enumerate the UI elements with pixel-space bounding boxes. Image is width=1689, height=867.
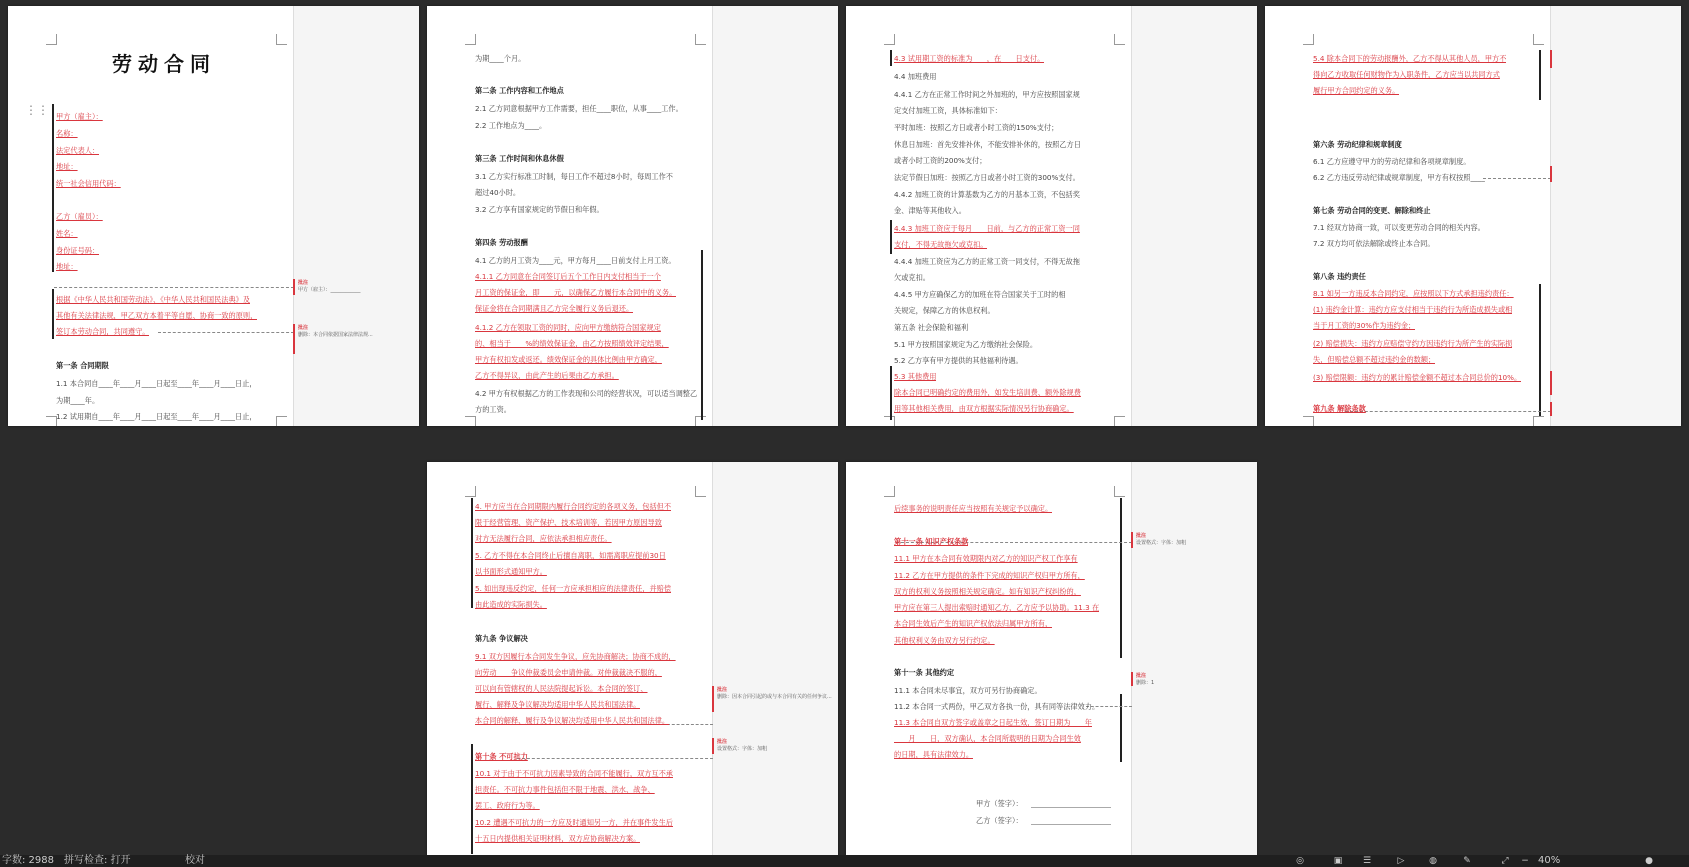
document-page-1[interactable] [8,6,419,426]
zoom-level[interactable]: 40% [1538,855,1561,866]
document-page-6[interactable] [846,462,1257,857]
text-line[interactable]: 用等其他相关费用，由双方根据实际情况另行协商确定。 [894,404,1074,413]
text-line[interactable]: 身份证号码： [56,246,100,255]
drag-handle-icon[interactable]: ⋮⋮ [25,103,49,117]
text-line[interactable]: 超过40小时。 [475,188,521,197]
comment-marker [293,279,295,295]
crop-mark [46,34,57,45]
text-line[interactable]: 后续事务的说明责任应当按照有关规定予以确定。 [894,504,1053,513]
comment-text: 甲方（雇主）：____________ [298,287,361,293]
text-line[interactable]: 限于经营管理、资产保护、技术培训等，若因甲方原因导致 [475,518,662,527]
text-line[interactable]: 2.2 工作地点为____。 [475,121,547,130]
crop-mark [465,416,476,426]
text-line[interactable]: 履行、解释及争议解决均适用中华人民共和国法律。 [475,700,641,709]
crop-mark [1114,486,1125,497]
text-line[interactable]: 或者小时工资的200%支付； [894,156,987,165]
text-line[interactable]: 其他权利义务由双方另行约定。 [894,636,995,645]
text-line[interactable]: 向劳动____争议仲裁委员会申请仲裁。对仲裁裁决不服的， [475,668,662,677]
word-count[interactable]: 字数: 2988 [2,855,54,866]
text-line[interactable]: 4.4.3 加班工资应于每月____日前，与乙方的正常工资一同 [894,224,1080,233]
section-heading[interactable]: 第一条 合同期限 [56,361,109,370]
text-line[interactable]: 本合同的解释、履行及争议解决均适用中华人民共和国法律。 [475,716,670,725]
text-line[interactable]: 4. 甲方应当在合同期限内履行合同约定的各项义务，包括但不 [475,502,672,511]
text-line[interactable]: 担责任。不可抗力事件包括但不限于地震、洪水、战争、 [475,785,655,794]
section-heading[interactable]: 第九条 解除条款 [1313,404,1366,413]
comment-margin [1131,6,1257,426]
comment-margin [1131,462,1257,857]
comment-connector [1483,178,1551,179]
change-bar [1120,694,1122,762]
text-line[interactable]: 4.1.2 乙方在领取工资的同时，应向甲方缴纳符合国家规定 [475,323,661,332]
text-line[interactable]: 签订本劳动合同，共同遵守。 [56,327,150,336]
text-line[interactable]: 3.2 乙方享有国家规定的节假日和年假。 [475,205,604,214]
comment-marker [293,324,295,354]
text-line[interactable]: 4.4.4 加班工资应为乙方的正常工资一同支付，不得无故拖 [894,257,1080,266]
section-heading[interactable]: 第九条 争议解决 [475,634,528,643]
text-line[interactable]: 5. 如出现违反约定，任何一方应承担相应的法律责任，并赔偿 [475,584,672,593]
focus-mode-icon[interactable]: ◎ [1296,856,1304,866]
document-page-4[interactable] [1265,6,1681,426]
crop-mark [695,486,706,497]
text-line[interactable]: 根据《中华人民共和国劳动法》、《中华人民共和国民法典》及 [56,295,251,304]
crop-mark [884,486,895,497]
text-line[interactable]: 11.2 乙方在甲方提供的条件下完成的知识产权归甲方所有， [894,571,1085,580]
text-line[interactable]: 4.2 甲方有权根据乙方的工作表现和公司的经营状况，可以适当调整乙 [475,389,698,398]
comment-text: 删除：1 [1136,680,1155,686]
text-line[interactable]: 4.3 试用期工资的标准为____，在____日支付。 [894,54,1045,63]
comment-connector [517,758,713,759]
text-line[interactable]: 除本合同已明确约定的费用外，如发生培训费、额外除规费 [894,388,1081,397]
text-line[interactable]: 4.4 加班费用 [894,72,937,81]
comment-margin [1550,6,1681,426]
text-line[interactable]: 1.2 试用期自____年____月____日起至____年____月____日止， [56,412,257,421]
document-page-2[interactable] [427,6,838,426]
text-line[interactable]: 履行甲方合同约定的义务。 [1313,86,1400,95]
signature-field[interactable] [1031,807,1111,808]
section-heading[interactable]: 第二条 工作内容和工作地点 [475,86,564,95]
comment-balloon[interactable] [1136,673,1154,687]
text-line[interactable]: 为期____年。 [56,396,100,405]
text-line[interactable]: (1) 违约金计算：违约方应支付相当于违约行为所造成损失或相 [1313,305,1513,314]
text-line[interactable]: 休息日加班：首先安排补休，不能安排补休的，按照乙方日 [894,140,1081,149]
text-line[interactable]: 地址： [56,162,78,171]
text-line[interactable]: 甲方应在第三人提出索赔时通知乙方，乙方应予以协助。11.3 在 [894,603,1100,612]
comment-marker [712,686,714,712]
comment-margin [293,6,419,426]
comment-text: 设置格式：字体：加粗 [1136,540,1187,546]
crop-mark [465,486,476,497]
text-line[interactable]: 月工资的保证金，即____元，以确保乙方履行本合同中的义务。 [475,288,677,297]
comment-connector [667,724,713,725]
text-line[interactable]: 失，但赔偿总额不超过违约金的数额； [1313,355,1436,364]
text-line[interactable]: (2) 赔偿损失：违约方应赔偿守约方因违约行为所产生的实际损 [1313,339,1513,348]
text-line[interactable]: 9.1 双方因履行本合同发生争议，应先协商解决；协商不成的， [475,652,676,661]
change-bar [471,744,473,854]
comment-margin [712,462,838,857]
comment-marker [1550,166,1552,182]
text-line[interactable]: 统一社会信用代码： [56,179,121,188]
comment-author: 批注 [717,739,728,745]
text-line[interactable]: 法定代表人： [56,146,100,155]
text-line[interactable]: (3) 赔偿限额：违约方的累计赔偿金额不超过本合同总价的10%。 [1313,373,1522,382]
pen-icon[interactable]: ✎ [1463,856,1471,866]
crop-mark [1114,416,1125,426]
section-heading[interactable]: 第十条 不可抗力 [475,752,528,761]
change-bar [890,50,892,66]
crop-mark [1533,34,1544,45]
read-mode-icon[interactable]: ▷ [1397,856,1405,866]
text-line[interactable]: 2.1 乙方同意根据甲方工作需要，担任____职位，从事____工作。 [475,104,683,113]
text-line[interactable]: 方的工资。 [475,405,511,414]
fit-page-icon[interactable]: ⤢ [1501,856,1509,866]
comment-author: 批注 [298,280,309,286]
text-line[interactable]: 名称： [56,129,78,138]
text-line[interactable]: 保证金将在合同期满且乙方完全履行义务后退还。 [475,304,634,313]
text-line[interactable]: 6.1 乙方应遵守甲方的劳动纪律和各项规章制度。 [1313,157,1471,166]
text-line[interactable]: 6.2 乙方违反劳动纪律或规章制度，甲方有权按照____ [1313,173,1485,182]
comment-marker [1550,50,1552,68]
document-title: 劳动合同 [112,52,216,76]
text-line[interactable]: 4.4.5 甲方应确保乙方的加班在符合国家关于工时的相 [894,290,1066,299]
text-line[interactable]: 5.1 甲方按照国家规定为乙方缴纳社会保险。 [894,340,1038,349]
text-line[interactable]: 5.4 除本合同下的劳动报酬外，乙方不得从其他人员，甲方不 [1313,54,1507,63]
web-view-icon[interactable]: ◍ [1429,856,1437,866]
comment-marker [1131,532,1133,548]
comment-balloon[interactable] [298,280,361,294]
spellcheck-status[interactable]: 拼写检查: 打开 [64,855,131,866]
proofread-button[interactable]: 校对 [185,855,205,866]
comment-balloon[interactable] [298,325,373,339]
text-line[interactable]: 乙方（雇员）： [56,212,103,221]
text-line[interactable]: ____月____日，双方确认，本合同所载明的日期为合同生效 [894,734,1081,743]
outline-view-icon[interactable]: ☰ [1362,856,1372,866]
text-line[interactable]: 11.2 本合同一式两份，甲乙双方各执一份，具有同等法律效力。 [894,702,1100,711]
text-line[interactable]: 姓名： [56,229,78,238]
change-bar [890,220,892,254]
text-line[interactable]: 乙方不得异议，由此产生的后果由乙方承担。 [475,371,619,380]
text-line[interactable]: 金、津贴等其他收入。 [894,206,966,215]
text-line[interactable]: 1.1 本合同自____年____月____日起至____年____月____日止， [56,379,257,388]
crop-mark [276,416,287,426]
text-line[interactable]: 可以向有管辖权的人民法院提起诉讼。本合同的签订、 [475,684,648,693]
comment-author: 批注 [1136,673,1147,679]
text-line[interactable]: 11.1 甲方在本合同有效期限内对乙方的知识产权工作享有 [894,554,1078,563]
text-line[interactable]: 法定节假日加班：按照乙方日或者小时工资的300%支付。 [894,173,1080,182]
crop-mark [1533,416,1544,426]
comment-marker [1550,402,1552,416]
text-line[interactable]: 5.2 乙方享有甲方提供的其他福利待遇。 [894,356,1023,365]
signature-label: 甲方（签字）： [976,799,1023,808]
text-line[interactable]: 双方的权利义务按照相关规定确定。如有知识产权纠纷的， [894,587,1081,596]
change-bar [1120,498,1122,658]
crop-mark [695,34,706,45]
change-bar [471,498,473,608]
section-heading[interactable]: 第六条 劳动纪律和规章制度 [1313,140,1402,149]
text-line[interactable]: 得向乙方收取任何财物作为入职条件，乙方应当以共同方式 [1313,70,1500,79]
text-line[interactable]: 的、相当于____%的绩效保证金，由乙方按照绩效评定结果， [475,339,669,348]
text-line[interactable]: 11.3 本合同自双方签字或盖章之日起生效，签订日期为____年 [894,718,1092,727]
document-page-3[interactable] [846,6,1257,426]
comment-margin [712,6,838,426]
text-line[interactable]: 十五日内提供相关证明材料，双方应协商解决方案。 [475,834,641,843]
text-line[interactable]: 对方无法履行合同，应依法承担相应责任。 [475,534,612,543]
crop-mark [465,34,476,45]
comment-balloon[interactable] [717,687,832,701]
section-heading[interactable]: 第八条 违约责任 [1313,272,1366,281]
comment-marker [1131,672,1133,686]
text-line[interactable]: 平时加班：按照乙方日或者小时工资的150%支付； [894,123,1059,132]
change-bar [52,289,54,339]
comment-connector [1345,411,1551,412]
text-line[interactable]: 7.2 双方均可依法解除或终止本合同。 [1313,239,1435,248]
zoom-out-icon[interactable]: − [1521,856,1529,866]
text-line[interactable]: 的日期，具有法律效力。 [894,750,974,759]
change-bar [1539,284,1541,416]
comment-marker [1550,371,1552,395]
text-line[interactable]: 8.1 如另一方违反本合同约定，应按照以下方式承担违约责任： [1313,289,1514,298]
comment-connector [54,287,294,288]
section-heading[interactable]: 第七条 劳动合同的变更、解除和终止 [1313,206,1431,215]
section-heading[interactable]: 第四条 劳动报酬 [475,238,528,247]
comment-author: 批注 [298,325,309,331]
comment-marker [712,738,714,754]
comment-balloon[interactable] [1136,533,1186,547]
text-line[interactable]: 本合同生效后产生的知识产权依法归属甲方所有， [894,619,1053,628]
signature-field[interactable] [1031,824,1111,825]
text-line[interactable]: 10.1 对于由于不可抗力因素导致的合同不能履行，双方互不承 [475,769,673,778]
text-line[interactable]: 甲方有权扣发或返还。绩效保证金的具体比例由甲方确定， [475,355,662,364]
text-line[interactable]: 罢工、政府行为等。 [475,801,540,810]
status-bar [0,855,1689,867]
section-heading[interactable]: 第三条 工作时间和休息休假 [475,154,564,163]
text-line[interactable]: 关规定，保障乙方的休息权利。 [894,306,995,315]
document-page-5[interactable] [427,462,838,857]
text-line[interactable]: 其他有关法律法规，甲乙双方本着平等自愿、协商一致的原则， [56,311,258,320]
crop-mark [884,34,895,45]
page-view-icon[interactable]: ▣ [1333,856,1343,866]
text-line[interactable]: 11.1 本合同未尽事宜，双方可另行协商确定。 [894,686,1042,695]
crop-mark [1303,34,1314,45]
text-line[interactable]: 7.1 经双方协商一致，可以变更劳动合同的相关内容。 [1313,223,1485,232]
text-line[interactable]: 当于月工资的30%作为违约金； [1313,321,1416,330]
text-line[interactable]: 支付，不得无故拖欠或克扣。 [894,240,988,249]
text-line[interactable]: 5.3 其他费用 [894,372,937,381]
comment-text: 删除：本合同依据国家法律法规... [298,332,373,338]
text-line[interactable]: 由此造成的实际损失。 [475,600,547,609]
change-bar [1539,50,1541,100]
text-line[interactable]: 为期____个月。 [475,54,526,63]
text-line[interactable]: 4.1.1 乙方同意在合同签订后五个工作日内支付相当于一个 [475,272,661,281]
text-line[interactable]: 4.1 乙方的月工资为____元，甲方每月____日前支付上月工资。 [475,256,676,265]
text-line[interactable]: 地址： [56,262,78,271]
comment-author: 批注 [1136,533,1147,539]
text-line[interactable]: 欠或克扣。 [894,273,930,282]
text-line[interactable]: 4.4.1 乙方在正常工作时间之外加班的，甲方应按照国家规 [894,90,1080,99]
change-bar [701,250,703,420]
crop-mark [1114,34,1125,45]
text-line[interactable]: 10.2 遭遇不可抗力的一方应及时通知另一方，并在事件发生后 [475,818,673,827]
text-line[interactable]: 第五条 社会保险和福利 [894,323,969,332]
crop-mark [1303,416,1314,426]
text-line[interactable]: 甲方（雇主）： [56,112,103,121]
change-bar [52,104,54,272]
comment-text: 设置格式：字体：加粗 [717,746,768,752]
zoom-slider-thumb[interactable]: ● [1645,856,1653,866]
text-line[interactable]: 5. 乙方不得在本合同终止后擅自离职，如需离职应提前30日 [475,551,666,560]
text-line[interactable]: 以书面形式通知甲方。 [475,567,547,576]
comment-text: 删除：因本合同引起的或与本合同有关的任何争议... [717,694,832,700]
comment-balloon[interactable] [717,739,767,753]
section-heading[interactable]: 第十一条 知识产权条款 [894,537,969,546]
text-line[interactable]: 4.4.2 加班工资的计算基数为乙方的月基本工资，不包括奖 [894,190,1080,199]
signature-label: 乙方（签字）： [976,816,1023,825]
change-bar [890,366,892,420]
text-line[interactable]: 定支付加班工资，具体标准如下： [894,106,1002,115]
comment-connector [158,332,294,333]
comment-author: 批注 [717,687,728,693]
text-line[interactable]: 3.1 乙方实行标准工时制，每日工作不超过8小时，每周工作不 [475,172,673,181]
crop-mark [276,34,287,45]
section-heading[interactable]: 第十一条 其他约定 [894,668,955,677]
